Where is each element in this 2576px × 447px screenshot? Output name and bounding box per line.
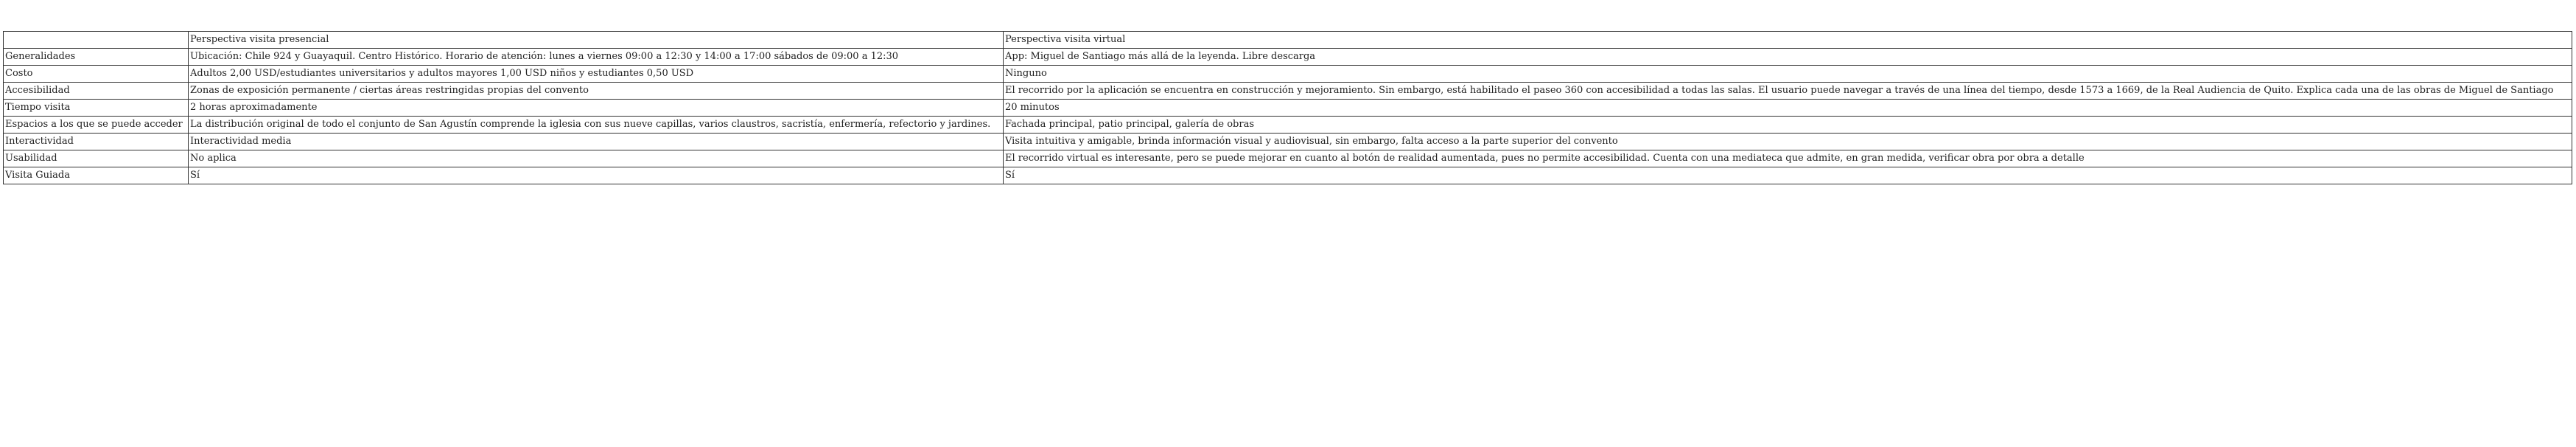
cell-presencial: La distribución original de todo el conjunto de San Agustín comprende la iglesia con sus nueve capillas, varios claustros, sacristía, enfermería, refectorio y jardines.: [189, 117, 1004, 134]
table-row: [4, 150, 2572, 167]
row-label: Generalidades: [4, 49, 189, 66]
cell-virtual: Visita intuitiva y amigable, brinda información visual y audiovisual, sin embargo, falta acceso a la parte superior del convento: [1004, 134, 2572, 150]
table-row: [4, 49, 2572, 66]
row-label: Interactividad: [4, 134, 189, 150]
row-label: Visita Guiada: [4, 167, 189, 184]
table-header-row: [4, 32, 2572, 49]
row-label: Espacios a los que se puede acceder: [4, 117, 189, 134]
cell-virtual: 20 minutos: [1004, 100, 2572, 117]
table-row: [4, 66, 2572, 83]
cell-virtual: Sí: [1004, 167, 2572, 184]
row-label: Tiempo visita: [4, 100, 189, 117]
cell-virtual: App: Miguel de Santiago más allá de la leyenda. Libre descarga: [1004, 49, 2572, 66]
cell-virtual: El recorrido virtual es interesante, pero se puede mejorar en cuanto al botón de realidad aumentada, pues no permite accesibilidad. Cuenta con una mediateca que admite, en gran medida, verificar obra por obra a detalle: [1004, 150, 2572, 167]
cell-virtual: Ninguno: [1004, 66, 2572, 83]
cell-presencial: 2 horas aproximadamente: [189, 100, 1004, 117]
cell-presencial: Interactividad media: [189, 134, 1004, 150]
cell-presencial: Ubicación: Chile 924 y Guayaquil. Centro Histórico. Horario de atención: lunes a viernes 09:00 a 12:30 y 14:00 a 17:00 sábados de 09:00 a 12:30: [189, 49, 1004, 66]
row-label: Accesibilidad: [4, 83, 189, 100]
header-virtual: Perspectiva visita virtual: [1004, 32, 2572, 49]
cell-presencial: Sí: [189, 167, 1004, 184]
table-row: [4, 117, 2572, 134]
table-row: [4, 167, 2572, 184]
header-empty-cell: [4, 32, 189, 49]
cell-virtual: El recorrido por la aplicación se encuentra en construcción y mejoramiento. Sin embargo, está habilitado el paseo 360 con accesibilidad a todas las salas. El usuario puede navegar a través de una línea del tiempo, desde 1573 a 1669, de la Real Audiencia de Quito. Explica cada una de las obras de Miguel de Santiago: [1004, 83, 2572, 100]
header-presencial: Perspectiva visita presencial: [189, 32, 1004, 49]
comparison-table: [3, 31, 2572, 184]
table-row: [4, 100, 2572, 117]
table-row: [4, 134, 2572, 150]
cell-presencial: Zonas de exposición permanente / ciertas áreas restringidas propias del convento: [189, 83, 1004, 100]
row-label: Costo: [4, 66, 189, 83]
cell-presencial: Adultos 2,00 USD/estudiantes universitarios y adultos mayores 1,00 USD niños y estudiantes 0,50 USD: [189, 66, 1004, 83]
cell-virtual: Fachada principal, patio principal, galería de obras: [1004, 117, 2572, 134]
row-label: Usabilidad: [4, 150, 189, 167]
table-row: [4, 83, 2572, 100]
cell-presencial: No aplica: [189, 150, 1004, 167]
